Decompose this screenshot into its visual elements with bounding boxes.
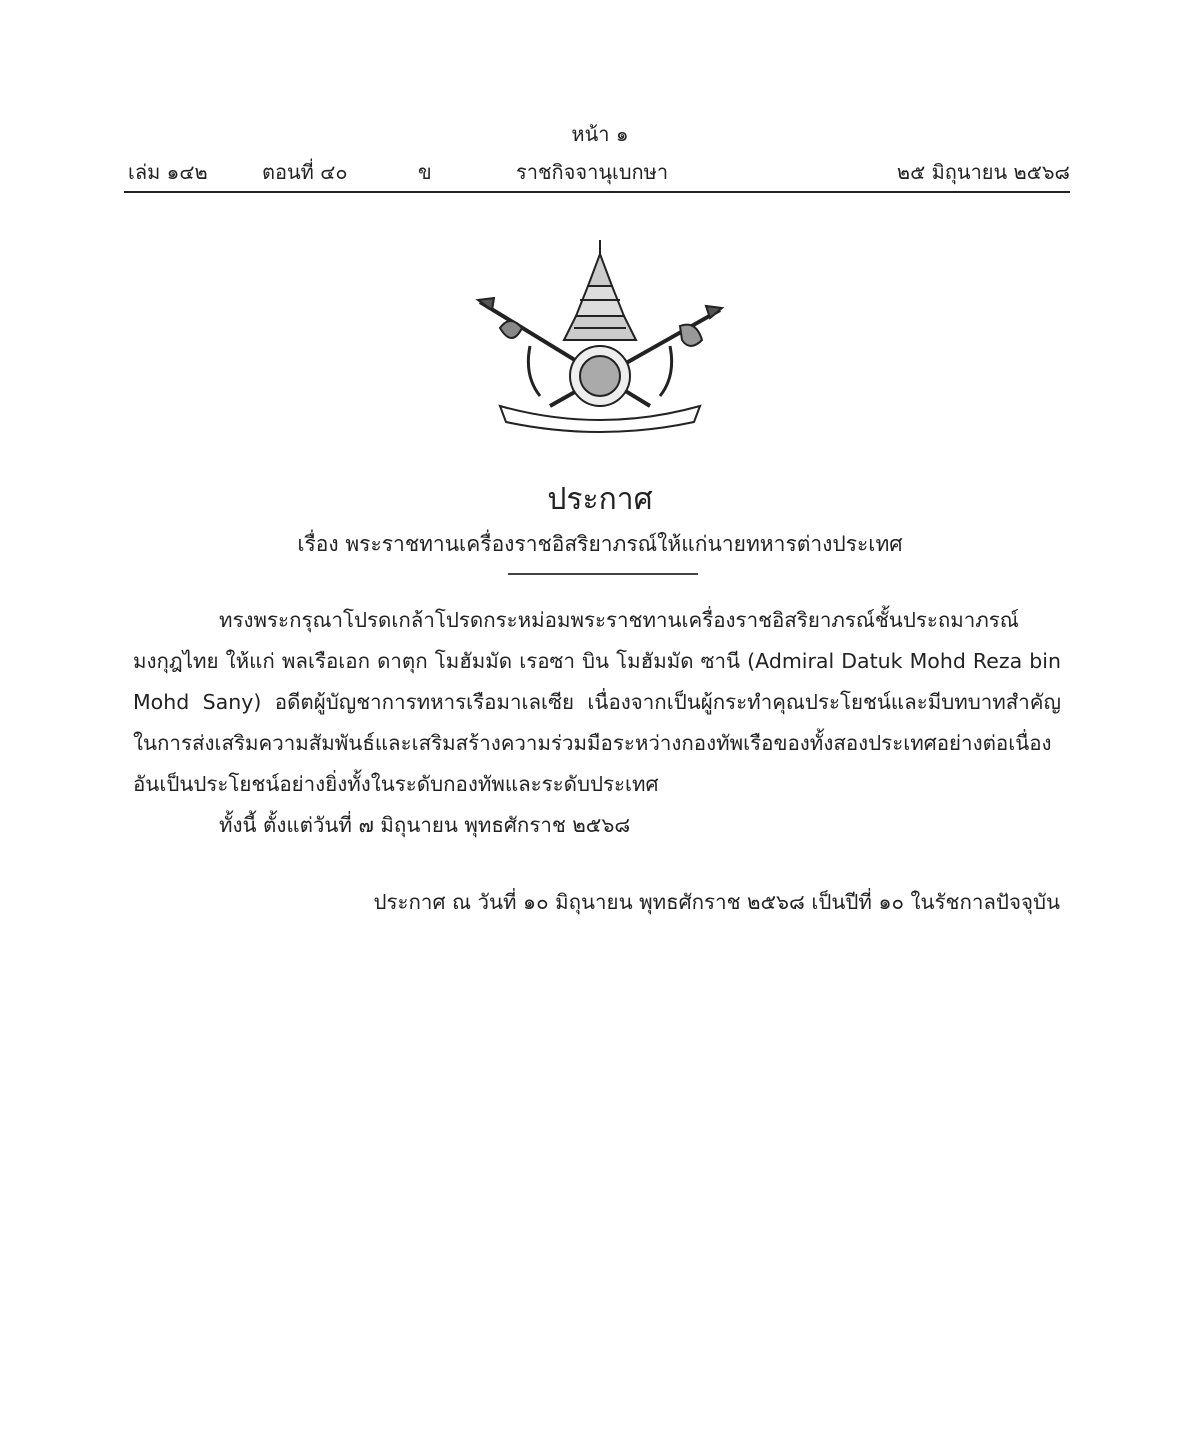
royal-emblem-icon	[470, 236, 730, 436]
publication-name: ราชกิจจานุเบกษา	[516, 160, 669, 184]
royal-emblem-icon	[470, 236, 730, 436]
volume-label: เล่ม ๑๔๒	[128, 160, 208, 184]
publication-date: ๒๕ มิถุนายน ๒๕๖๘	[896, 160, 1070, 184]
document-body	[133, 600, 1061, 846]
title-divider	[508, 573, 698, 575]
signoff-line: ประกาศ ณ วันที่ ๑๐ มิถุนายน พุทธศักราช ๒๕๖๘ เป็นปีที่ ๑๐ ในรัชกาลปัจจุบัน	[373, 890, 1060, 914]
section-label: ตอนที่ ๔๐	[262, 160, 348, 184]
body-paragraph: ทรงพระกรุณาโปรดเกล้าโปรดกระหม่อมพระราชทานเครื่องราชอิสริยาภรณ์ชั้นประถมาภรณ์มงกุฎไทย ให้แก่ พลเรือเอก ดาตุก โมฮัมมัด เรอซา บิน โมฮัมมัด ซานี (Admiral Datuk Mohd Reza bin Mohd Sany) อดีตผู้บัญชาการทหารเรือมาเลเซีย เนื่องจากเป็นผู้กระทำคุณประโยชน์และมีบทบาทสำคัญในการส่งเสริมความสัมพันธ์และเสริมสร้างความร่วมมือระหว่างกองทัพเรือของทั้งสองประเทศอย่างต่อเนื่อง อันเป็นประโยชน์อย่างยิ่งทั้งในระดับกองทัพและระดับประเทศ	[133, 608, 1061, 796]
page-number: หน้า ๑	[571, 122, 629, 146]
document-subject: เรื่อง พระราชทานเครื่องราชอิสริยาภรณ์ให้แก่นายทหารต่างประเทศ	[297, 532, 903, 556]
series-label: ข	[418, 160, 432, 184]
gazette-header	[128, 156, 1070, 188]
header-divider	[124, 191, 1070, 193]
effective-date-paragraph: ทั้งนี้ ตั้งแต่วันที่ ๗ มิถุนายน พุทธศักราช ๒๕๖๘	[219, 813, 631, 837]
document-title: ประกาศ	[547, 482, 653, 517]
